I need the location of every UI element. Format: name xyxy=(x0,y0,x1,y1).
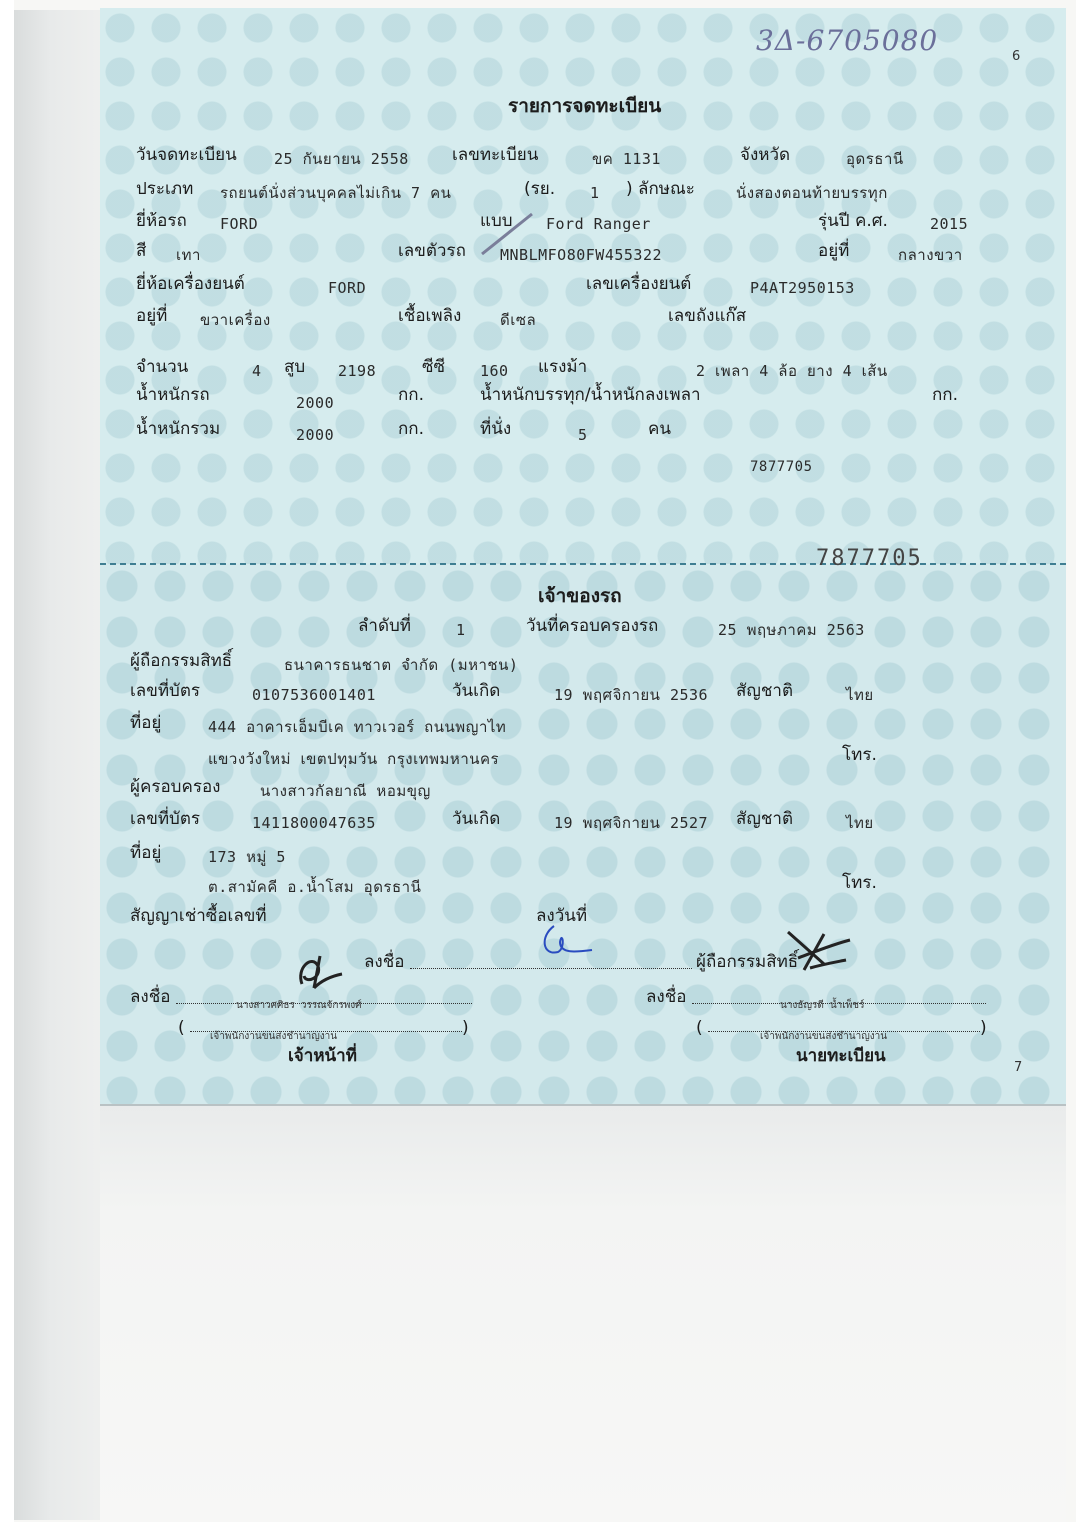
year-label: รุ่นปี ค.ศ. xyxy=(818,211,888,231)
cylinders-value: 4 xyxy=(252,362,262,380)
weight-value: 2000 xyxy=(296,394,335,412)
holder-sign-role: ผู้ถือกรรมสิทธิ์ xyxy=(696,952,799,972)
gas-tank-label: เลขถังแก๊ส xyxy=(668,306,747,326)
load-label: น้ำหนักบรรทุก/น้ำหนักลงเพลา xyxy=(480,385,701,405)
chassis-label: เลขตัวรถ xyxy=(398,241,466,261)
chassis-position-label: อยู่ที่ xyxy=(818,241,850,261)
possessor-id-label: เลขที่บัตร xyxy=(130,809,201,829)
possessor-nationality-value: ไทย xyxy=(846,814,874,832)
reg-date-label: วันจดทะเบียน xyxy=(136,145,237,165)
cc-label: ซีซี xyxy=(422,357,446,377)
officer-title: เจ้าพนักงานขนส่งชำนาญงาน xyxy=(210,1031,338,1042)
engine-brand-label: ยี่ห้อเครื่องยนต์ xyxy=(136,274,245,294)
handwritten-reference: 3Δ-6705080 xyxy=(756,24,939,57)
possessor-address-line2: ต.สามัคคี อ.น้ำโสม อุดรธานี xyxy=(208,878,422,896)
possession-date-label: วันที่ครอบครองรถ xyxy=(526,616,659,636)
weight-unit: กก. xyxy=(398,385,424,405)
order-label: ลำดับที่ xyxy=(358,616,412,636)
reg-no-label: เลขทะเบียน xyxy=(452,145,539,165)
engine-position-value: ขวาเครื่อง xyxy=(200,311,271,329)
seats-value: 5 xyxy=(578,426,588,444)
page-number-top: 6 xyxy=(1012,49,1021,64)
serial-number: 7877705 xyxy=(750,459,813,475)
chassis-position-value: กลางขวา xyxy=(898,246,963,264)
province-value: อุดรธานี xyxy=(846,150,904,168)
reg-no-value: ขค 1131 xyxy=(592,150,661,168)
axles-value: 2 เพลา 4 ล้อ ยาง 4 เส้น xyxy=(696,362,888,380)
style-label: ) ลักษณะ xyxy=(626,179,695,199)
engine-no-value: P4AT2950153 xyxy=(750,279,855,297)
sign-date-label: ลงวันที่ xyxy=(536,906,588,926)
registrar-sign-label: ลงชื่อ xyxy=(646,987,687,1007)
holder-address-label: ที่อยู่ xyxy=(130,713,162,733)
possession-date-value: 25 พฤษภาคม 2563 xyxy=(718,621,865,639)
cc-value: 2198 xyxy=(338,362,377,380)
possessor-tel-label: โทร. xyxy=(842,873,877,893)
officer-signature xyxy=(292,944,352,1004)
load-unit: กก. xyxy=(932,385,958,405)
officer-role: เจ้าหน้าที่ xyxy=(288,1046,357,1066)
brand-label: ยี่ห้อรถ xyxy=(136,211,187,231)
model-value: Ford Ranger xyxy=(546,215,651,233)
holder-dob-value: 19 พฤศจิกายน 2536 xyxy=(554,686,709,704)
color-label: สี xyxy=(136,241,147,261)
order-value: 1 xyxy=(456,621,466,639)
pen-slash-mark xyxy=(478,210,538,260)
possessor-dob-value: 19 พฤศจิกายน 2527 xyxy=(554,814,709,832)
holder-tel-label: โทร. xyxy=(842,745,877,765)
registrar-title: เจ้าพนักงานขนส่งชำนาญงาน xyxy=(760,1031,888,1042)
holder-address-line2: แขวงวังใหม่ เขตปทุมวัน กรุงเทพมหานคร xyxy=(208,750,500,768)
registrar-signature xyxy=(784,924,854,980)
engine-brand-value: FORD xyxy=(328,279,367,297)
style-value: นั่งสองตอนท้ายบรรทุก xyxy=(736,184,888,202)
holder-id-value: 0107536001401 xyxy=(252,686,376,704)
ry-value: 1 xyxy=(590,184,600,202)
cylinders-label: สูบ xyxy=(284,357,306,377)
possessor-address-line1: 173 หมู่ 5 xyxy=(208,848,286,866)
registrar-name: นางธัญรดี น้ำเพ็ชร์ xyxy=(780,1000,865,1011)
seats-unit: คน xyxy=(648,419,671,439)
count-label: จำนวน xyxy=(136,357,189,377)
owner-heading: เจ้าของรถ xyxy=(538,585,622,607)
registrar-role: นายทะเบียน xyxy=(796,1046,886,1066)
brand-value: FORD xyxy=(220,215,259,233)
engine-no-label: เลขเครื่องยนต์ xyxy=(586,274,692,294)
type-label: ประเภท xyxy=(136,179,194,199)
year-value: 2015 xyxy=(930,215,969,233)
registrar-paren-close: ) xyxy=(980,1018,987,1038)
page-number-bottom: 7 xyxy=(1014,1060,1023,1075)
contract-label: สัญญาเช่าซื้อเลขที่ xyxy=(130,906,267,926)
holder-nationality-label: สัญชาติ xyxy=(736,681,793,701)
weight-label: น้ำหนักรถ xyxy=(136,385,210,405)
registration-heading: รายการจดทะเบียน xyxy=(508,95,662,117)
hp-value: 160 xyxy=(480,362,509,380)
serial-stamp: 7877705 xyxy=(816,546,923,571)
possessor-nationality-label: สัญชาติ xyxy=(736,809,793,829)
officer-sign-label: ลงชื่อ xyxy=(130,987,171,1007)
scan-edge xyxy=(0,0,14,1522)
officer-name: นางสาวศศิธร วรรณจักรพงศ์ xyxy=(236,1000,362,1011)
holder-address-line1: 444 อาคารเอ็มบีเค ทาวเวอร์ ถนนพญาไท xyxy=(208,718,507,736)
fuel-value: ดีเซล xyxy=(500,311,537,329)
total-weight-value: 2000 xyxy=(296,426,335,444)
fuel-label: เชื้อเพลิง xyxy=(398,306,462,326)
possessor-id-value: 1411800047635 xyxy=(252,814,376,832)
holder-dob-label: วันเกิด xyxy=(452,681,501,701)
model-label: แบบ xyxy=(480,211,513,231)
date-signature xyxy=(536,916,600,966)
engine-position-label: อยู่ที่ xyxy=(136,306,168,326)
holder-nationality-value: ไทย xyxy=(846,686,874,704)
ry-label: (รย. xyxy=(524,179,556,199)
holder-sign-label: ลงชื่อ xyxy=(364,952,405,972)
hp-label: แรงม้า xyxy=(538,357,588,377)
officer-paren-open: ( xyxy=(178,1018,185,1038)
type-value: รถยนต์นั่งส่วนบุคคลไม่เกิน 7 คน xyxy=(220,184,452,202)
registrar-paren-open: ( xyxy=(696,1018,703,1038)
officer-paren-close: ) xyxy=(462,1018,469,1038)
holder-sign-line xyxy=(410,968,692,969)
color-value: เทา xyxy=(176,246,201,264)
total-weight-unit: กก. xyxy=(398,419,424,439)
holder-label: ผู้ถือกรรมสิทธิ์ xyxy=(130,651,233,671)
holder-value: ธนาคารธนชาต จำกัด (มหาชน) xyxy=(284,656,519,674)
seats-label: ที่นั่ง xyxy=(480,419,512,439)
owner-panel xyxy=(100,564,1066,1106)
possessor-label: ผู้ครอบครอง xyxy=(130,777,221,797)
total-weight-label: น้ำหนักรวม xyxy=(136,419,221,439)
province-label: จังหวัด xyxy=(740,145,791,165)
chassis-value: MNBLMFO80FW455322 xyxy=(500,246,663,264)
blank-sheet xyxy=(100,1106,1066,1522)
possessor-value: นางสาวกัลยาณี หอมขุญ xyxy=(260,782,431,800)
possessor-dob-label: วันเกิด xyxy=(452,809,501,829)
possessor-address-label: ที่อยู่ xyxy=(130,843,162,863)
holder-id-label: เลขที่บัตร xyxy=(130,681,201,701)
reg-date-value: 25 กันยายน 2558 xyxy=(274,150,409,168)
binding-strip xyxy=(14,10,106,1520)
